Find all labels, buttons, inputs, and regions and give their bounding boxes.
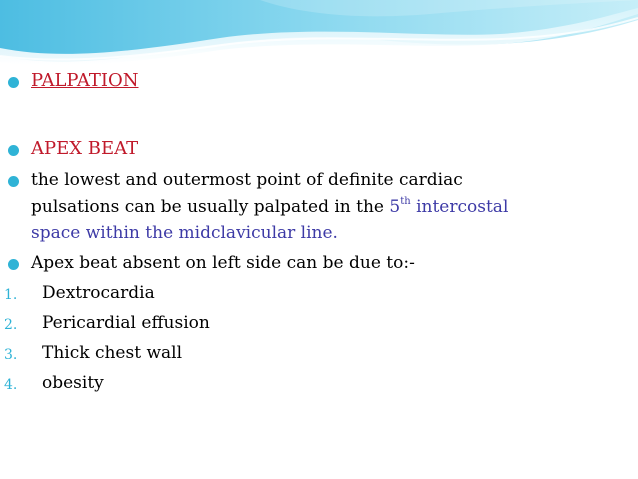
bullet-dot-icon	[8, 145, 19, 156]
slide-content: PALPATION APEX BEAT the lowest and outermost point of definite cardiac pulsations can be usually palpated in the 5th intercostal space within the midclavicular line. Apex beat absent on left side can be due to:- 1. Dextrocardia 2. Pericardial effusion 3. Thick chest wall 4. obesity	[4, 70, 509, 393]
palpation-heading: PALPATION	[31, 70, 139, 91]
bullet-dot-icon	[8, 176, 19, 187]
fifth-ordinal: 5th intercostal	[389, 196, 509, 217]
bullet-dot-icon	[8, 77, 19, 88]
apex-beat-heading: APEX BEAT	[31, 138, 139, 159]
bullet-dot-icon	[8, 259, 19, 270]
